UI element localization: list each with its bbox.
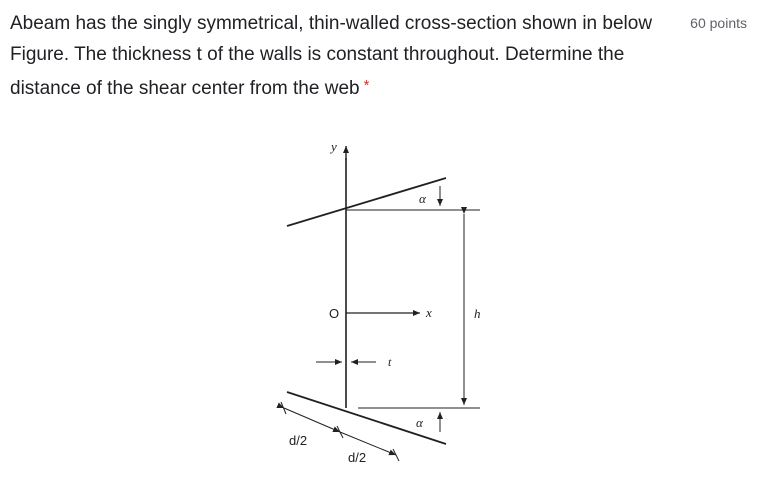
origin-label: O <box>329 306 340 321</box>
x-axis-label: x <box>426 305 432 320</box>
height-label: h <box>474 306 481 321</box>
question-prompt: Abeam has the singly symmetrical, thin-walled cross-section shown in below Figure. The thickness t of the walls is constant throughout. Determine the distance of the shear center from the web <box>10 13 653 99</box>
d-half-left-dimension <box>284 408 340 432</box>
cross-section-figure <box>270 132 500 472</box>
question-text <box>10 8 660 104</box>
d-half-left-label: d/2 <box>289 433 308 448</box>
thickness-label: t <box>388 355 392 369</box>
required-marker: * <box>363 77 370 94</box>
cross-section-diagram <box>270 132 500 472</box>
d-half-right-tick <box>393 449 399 461</box>
alpha-bottom-label: α <box>416 415 423 430</box>
d-half-right-label: d/2 <box>348 450 367 465</box>
y-axis-label: y <box>331 139 337 154</box>
d-half-mid-tick <box>337 426 343 438</box>
points-label: 60 points <box>690 15 747 31</box>
alpha-top-label: α <box>419 191 426 206</box>
